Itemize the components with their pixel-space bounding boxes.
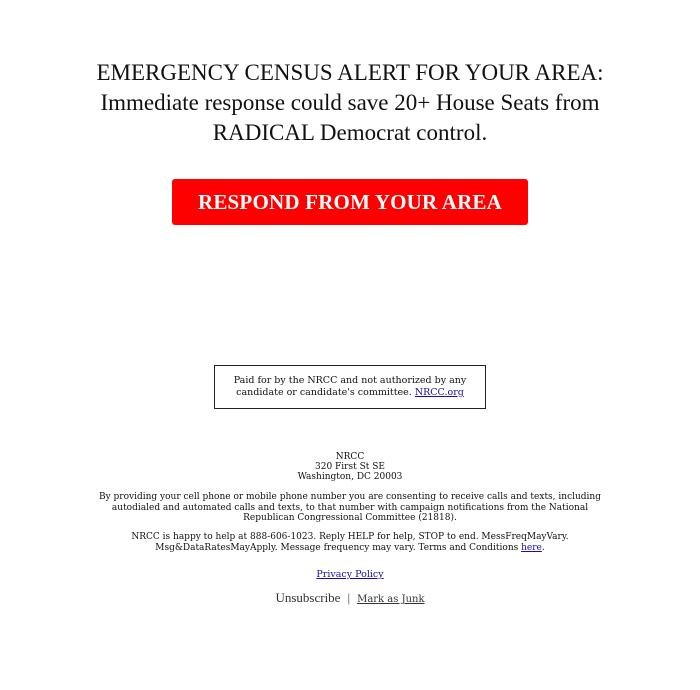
unsubscribe-row [0,589,700,607]
headline-line-1: EMERGENCY CENSUS ALERT FOR YOUR AREA: [96,60,604,85]
sms-help-text [95,532,605,553]
headline-line-3: RADICAL Democrat control. [212,120,488,145]
mailing-address [0,452,700,482]
sms-consent-text: By providing your cell phone or mobile phone number you are consenting to receive calls and texts, including autodialed and automated calls and texts, to that number with campaign notifications from the National Republican Congressional Committee (21818). [98,492,601,523]
mark-as-junk-link[interactable]: Mark as Junk [357,594,425,605]
address-street: 320 First St SE [315,462,385,472]
privacy-policy-link[interactable]: Privacy Policy [316,569,384,580]
headline-line-2: Immediate response could save 20+ House Seats from [100,90,600,115]
unsubscribe-link[interactable]: Unsubscribe [275,590,341,605]
respond-button[interactable]: RESPOND FROM YOUR AREA [172,179,528,225]
nrcc-org-link[interactable]: NRCC.org [414,387,464,398]
paid-for-disclaimer-box [214,365,486,409]
paid-for-text: Paid for by the NRCC and not authorized by any candidate or candidate's committee. [233,375,467,398]
footer-separator: | [347,590,351,605]
privacy-row [0,569,700,580]
address-city: Washington, DC 20003 [297,472,403,482]
headline [60,58,640,148]
terms-here-link[interactable]: here [521,542,542,553]
help-text: NRCC is happy to help at 888-606-1023. Reply HELP for help, STOP to end. MessFreqMayVary. Msg&DataRatesMayApply. Message frequency may vary. Terms and Conditions [131,532,569,553]
paid-for-disclaimer [215,375,485,399]
help-suffix: . [541,542,545,553]
address-org: NRCC [335,452,365,462]
